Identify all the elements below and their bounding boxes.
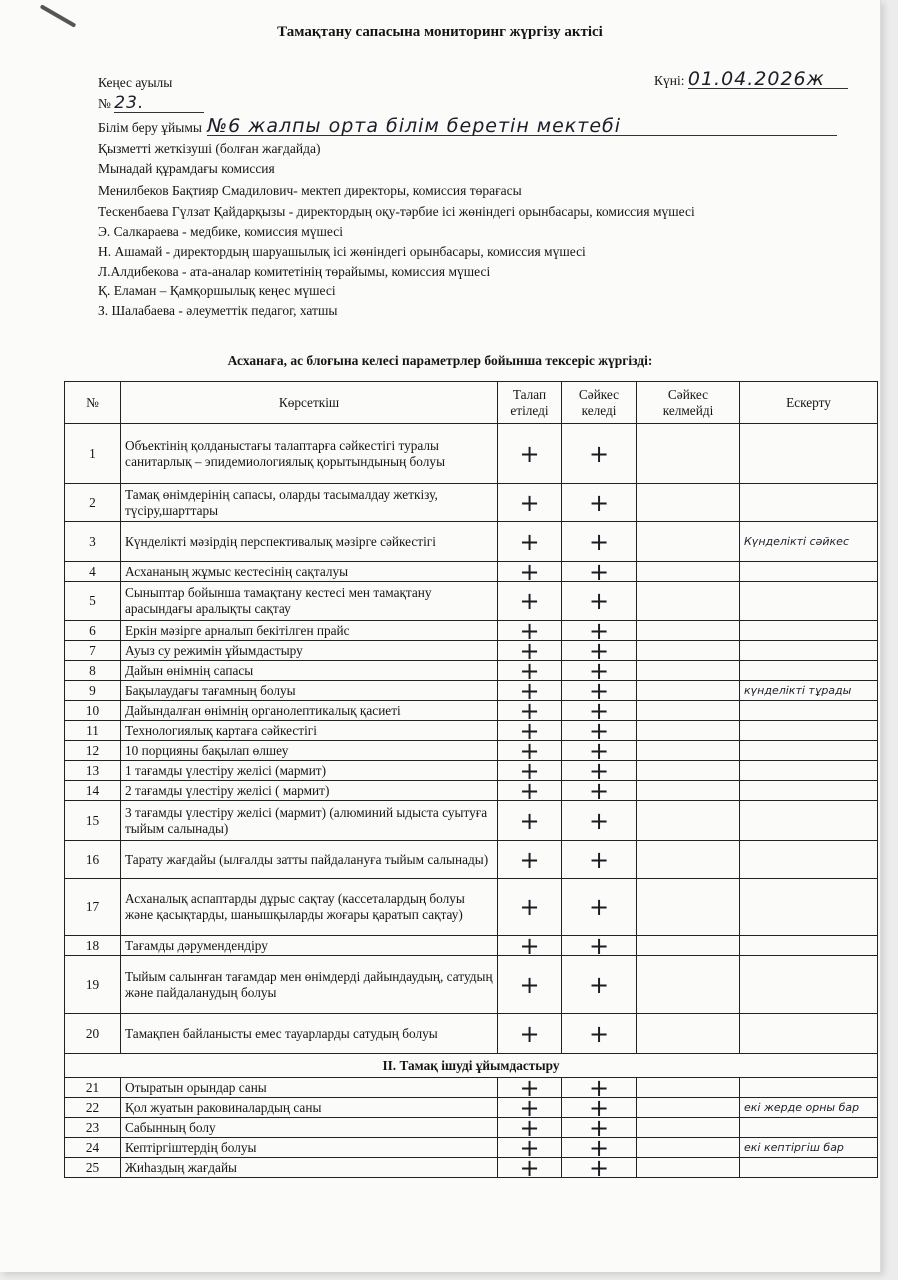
member-line: Э. Салкараева - медбике, комиссия мүшесі [98,224,343,239]
required-mark-cell: + [498,936,562,956]
member-line: Қ. Еламан – Қамқоршылық кеңес мүшесі [98,283,336,298]
indicator-cell: Тағамды дәрумендендіру [121,936,498,956]
noncompliant-mark-cell [637,956,740,1014]
required-mark-cell: + [498,1138,562,1158]
required-mark-cell: + [498,741,562,761]
noncompliant-mark-cell [637,701,740,721]
indicator-cell: Бақылаудағы тағамның болуы [121,681,498,701]
row-number-cell: 22 [65,1098,121,1118]
compliant-mark-cell: + [562,522,637,562]
noncompliant-mark-cell [637,1098,740,1118]
section-title-row [65,1054,878,1078]
table-row [65,522,878,562]
number-value: 23. [114,94,204,113]
compliant-mark-cell: + [562,1158,637,1178]
inspection-table [64,381,878,1178]
remark-cell [740,661,878,681]
row-number-cell: 3 [65,522,121,562]
remark-cell [740,741,878,761]
compliant-mark-cell: + [562,781,637,801]
compliant-mark-cell: + [562,582,637,621]
table-row [65,641,878,661]
noncompliant-mark-cell [637,522,740,562]
compliant-mark-cell: + [562,841,637,879]
required-mark-cell: + [498,701,562,721]
indicator-cell: Еркін мәзірге арналып бекітілген прайс [121,621,498,641]
provider-line: Қызметті жеткізуші (болған жағдайда) [98,141,321,156]
indicator-cell: 1 тағамды үлестіру желісі (мармит) [121,761,498,781]
table-row [65,484,878,522]
noncompliant-mark-cell [637,879,740,936]
col-header-indicator: Көрсеткіш [121,382,498,424]
compliant-mark-cell: + [562,761,637,781]
row-number-cell: 1 [65,424,121,484]
noncompliant-mark-cell [637,484,740,522]
row-number-cell: 18 [65,936,121,956]
noncompliant-mark-cell [637,761,740,781]
remark-cell [740,801,878,841]
indicator-cell: Дайын өнімнің сапасы [121,661,498,681]
table-row [65,741,878,761]
indicator-cell: Тамақпен байланысты емес тауарларды сатудың болуы [121,1014,498,1054]
table-row [65,424,878,484]
noncompliant-mark-cell [637,424,740,484]
noncompliant-mark-cell [637,936,740,956]
indicator-cell: Ауыз су режимін ұйымдастыру [121,641,498,661]
table-row [65,1138,878,1158]
required-mark-cell: + [498,1118,562,1138]
noncompliant-mark-cell [637,1118,740,1138]
compliant-mark-cell: + [562,661,637,681]
row-number-cell: 12 [65,741,121,761]
table-row [65,956,878,1014]
required-mark-cell: + [498,721,562,741]
noncompliant-mark-cell [637,841,740,879]
remark-cell [740,562,878,582]
remark-cell: екі жерде орны бар [740,1098,878,1118]
noncompliant-mark-cell [637,721,740,741]
required-mark-cell: + [498,879,562,936]
row-number-cell: 21 [65,1078,121,1098]
noncompliant-mark-cell [637,1158,740,1178]
noncompliant-mark-cell [637,1014,740,1054]
noncompliant-mark-cell [637,781,740,801]
compliant-mark-cell: + [562,681,637,701]
required-mark-cell: + [498,621,562,641]
table-row [65,781,878,801]
row-number-cell: 19 [65,956,121,1014]
row-number-cell: 9 [65,681,121,701]
indicator-cell: Сыныптар бойынша тамақтану кестесі мен тамақтану арасындағы аралықты сақтау [121,582,498,621]
table-row [65,1014,878,1054]
noncompliant-mark-cell [637,582,740,621]
remark-cell: Күнделікті сәйкес [740,522,878,562]
required-mark-cell: + [498,1014,562,1054]
required-mark-cell: + [498,1098,562,1118]
required-mark-cell: + [498,562,562,582]
member-line: Тескенбаева Гүлзат Қайдарқызы - директордың оқу-тәрбие ісі жөніндегі орынбасары, комиссия мүшесі [98,204,695,219]
remark-cell [740,1118,878,1138]
remark-cell [740,424,878,484]
required-mark-cell: + [498,641,562,661]
member-line: Н. Ашамай - директордың шаруашылық ісі жөніндегі орынбасары, комиссия мүшесі [98,244,586,259]
noncompliant-mark-cell [637,562,740,582]
required-mark-cell: + [498,661,562,681]
col-header-remark: Ескерту [740,382,878,424]
indicator-cell: Тарату жағдайы (ылғалды затты пайдалануға тыйым салынады) [121,841,498,879]
indicator-cell: Отыратын орындар саны [121,1078,498,1098]
indicator-cell: 10 порцияны бақылап өлшеу [121,741,498,761]
col-header-required: Талап етіледі [498,382,562,424]
row-number-cell: 25 [65,1158,121,1178]
row-number-cell: 5 [65,582,121,621]
row-number-cell: 14 [65,781,121,801]
required-mark-cell: + [498,522,562,562]
compliant-mark-cell: + [562,721,637,741]
remark-cell [740,936,878,956]
table-row [65,681,878,701]
compliant-mark-cell: + [562,424,637,484]
compliant-mark-cell: + [562,879,637,936]
compliant-mark-cell: + [562,1118,637,1138]
indicator-cell: Қол жуатын раковиналардың саны [121,1098,498,1118]
noncompliant-mark-cell [637,741,740,761]
row-number-cell: 7 [65,641,121,661]
row-number-cell: 2 [65,484,121,522]
indicator-cell: 2 тағамды үлестіру желісі ( мармит) [121,781,498,801]
table-header-row [65,382,878,424]
indicator-cell: Тамақ өнімдерінің сапасы, оларды тасымалдау жеткізу, түсіру,шарттары [121,484,498,522]
compliant-mark-cell: + [562,956,637,1014]
noncompliant-mark-cell [637,641,740,661]
member-line: Л.Алдибекова - ата-аналар комитетінің төрайымы, комиссия мүшесі [98,264,491,279]
indicator-cell: Асхананың жұмыс кестесінің сақталуы [121,562,498,582]
remark-cell: екі кептіргіш бар [740,1138,878,1158]
indicator-cell: Дайындалған өнімнің органолептикалық қасиеті [121,701,498,721]
table-row [65,701,878,721]
indicator-cell: 3 тағамды үлестіру желісі (мармит) (алюминий ыдыста суытуға тыйым салынады) [121,801,498,841]
row-number-cell: 11 [65,721,121,741]
table-row [65,1078,878,1098]
table-row [65,1118,878,1138]
required-mark-cell: + [498,841,562,879]
compliant-mark-cell: + [562,562,637,582]
noncompliant-mark-cell [637,1078,740,1098]
table-row [65,761,878,781]
member-line: Менилбеков Бақтияр Смадилович- мектеп директоры, комиссия төрағасы [98,183,522,198]
indicator-cell: Күнделікті мәзірдің перспективалық мәзірге сәйкестігі [121,522,498,562]
table-row [65,562,878,582]
org-row [98,117,837,137]
required-mark-cell: + [498,956,562,1014]
member-line: З. Шалабаева - әлеуметтік педагог, хатшы [98,303,338,318]
org-label: Білім беру ұйымы [98,120,202,135]
required-mark-cell: + [498,761,562,781]
indicator-cell: Тыйым салынған тағамдар мен өнімдерді дайындаудың, сатудың және пайдаланудың болуы [121,956,498,1014]
commission-intro: Мынадай құрамдағы комиссия [98,161,275,176]
row-number-cell: 24 [65,1138,121,1158]
remark-cell [740,1078,878,1098]
remark-cell [740,841,878,879]
noncompliant-mark-cell [637,621,740,641]
noncompliant-mark-cell [637,1138,740,1158]
compliant-mark-cell: + [562,1098,637,1118]
table-row [65,1158,878,1178]
table-row [65,879,878,936]
date-value: 01.04.2026ж [688,70,848,89]
remark-cell [740,701,878,721]
col-header-compliant: Сәйкес келеді [562,382,637,424]
village-label: Кеңес ауылы [98,75,173,90]
table-row [65,582,878,621]
col-header-number: № [65,382,121,424]
required-mark-cell: + [498,1158,562,1178]
table-row [65,841,878,879]
section-heading: Асханаға, ас блоғына келесі параметрлер бойынша тексеріс жүргізді: [227,353,653,368]
row-number-cell: 8 [65,661,121,681]
indicator-cell: Жиһаздың жағдайы [121,1158,498,1178]
table-row [65,721,878,741]
row-number-cell: 4 [65,562,121,582]
table-row [65,936,878,956]
noncompliant-mark-cell [637,661,740,681]
required-mark-cell: + [498,801,562,841]
compliant-mark-cell: + [562,621,637,641]
remark-cell [740,621,878,641]
noncompliant-mark-cell [637,681,740,701]
remark-cell [740,956,878,1014]
required-mark-cell: + [498,1078,562,1098]
row-number-cell: 23 [65,1118,121,1138]
required-mark-cell: + [498,424,562,484]
row-number-cell: 13 [65,761,121,781]
number-label: № [98,96,111,111]
remark-cell [740,721,878,741]
required-mark-cell: + [498,582,562,621]
indicator-cell: Кептіргіштердің болуы [121,1138,498,1158]
compliant-mark-cell: + [562,701,637,721]
remark-cell: күнделікті тұрады [740,681,878,701]
remark-cell [740,484,878,522]
date-row [654,70,848,90]
document-title: Тамақтану сапасына мониторинг жүргізу актісі [277,24,603,40]
remark-cell [740,781,878,801]
remark-cell [740,761,878,781]
row-number-cell: 10 [65,701,121,721]
compliant-mark-cell: + [562,641,637,661]
remark-cell [740,641,878,661]
table-row [65,801,878,841]
table-row [65,661,878,681]
compliant-mark-cell: + [562,936,637,956]
row-number-cell: 20 [65,1014,121,1054]
number-row [98,94,204,113]
compliant-mark-cell: + [562,741,637,761]
date-label: Күні: [654,73,685,88]
remark-cell [740,582,878,621]
compliant-mark-cell: + [562,484,637,522]
remark-cell [740,1158,878,1178]
section-title: II. Тамақ ішуді ұйымдастыру [65,1054,878,1078]
compliant-mark-cell: + [562,1138,637,1158]
indicator-cell: Сабынның болу [121,1118,498,1138]
row-number-cell: 16 [65,841,121,879]
col-header-noncompliant: Сәйкес келмейді [637,382,740,424]
compliant-mark-cell: + [562,801,637,841]
row-number-cell: 6 [65,621,121,641]
indicator-cell: Объектінің қолданыстағы талаптарға сәйкестігі туралы санитарлық – эпидемиологиялық қорытындының болуы [121,424,498,484]
required-mark-cell: + [498,781,562,801]
required-mark-cell: + [498,484,562,522]
compliant-mark-cell: + [562,1078,637,1098]
indicator-cell: Технологиялық картаға сәйкестігі [121,721,498,741]
remark-cell [740,879,878,936]
row-number-cell: 15 [65,801,121,841]
table-row [65,1098,878,1118]
remark-cell [740,1014,878,1054]
required-mark-cell: + [498,681,562,701]
row-number-cell: 17 [65,879,121,936]
indicator-cell: Асханалық аспаптарды дұрыс сақтау (кассеталардың болуы және қасықтарды, шанышқыларды жоғары қаратып сақтау) [121,879,498,936]
table-row [65,621,878,641]
noncompliant-mark-cell [637,801,740,841]
compliant-mark-cell: + [562,1014,637,1054]
org-value: №6 жалпы орта білім беретін мектебі [207,117,837,136]
